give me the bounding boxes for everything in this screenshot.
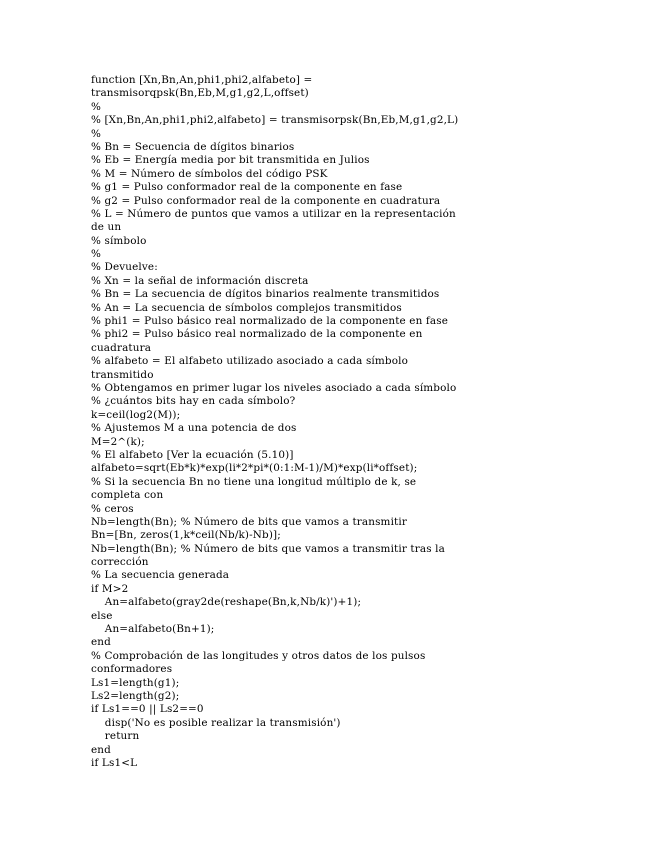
code-line: M=2^(k); bbox=[91, 435, 145, 448]
code-line: transmitido bbox=[91, 368, 154, 381]
code-line: Nb=length(Bn); % Número de bits que vamos a transmitir bbox=[91, 515, 407, 528]
code-line: % Comprobación de las longitudes y otros datos de los pulsos bbox=[91, 649, 426, 662]
code-line: return bbox=[91, 730, 140, 743]
code-line: % An = La secuencia de símbolos complejos transmitidos bbox=[91, 301, 402, 314]
code-listing bbox=[91, 74, 571, 770]
code-line: % ceros bbox=[91, 502, 134, 515]
code-line: if M>2 bbox=[91, 582, 129, 595]
code-line: % ¿cuántos bits hay en cada símbolo? bbox=[91, 395, 296, 408]
code-line: Nb=length(Bn); % Número de bits que vamos a transmitir tras la bbox=[91, 542, 445, 555]
code-line: % g1 = Pulso conformador real de la componente en fase bbox=[91, 181, 403, 194]
code-line: % Xn = la señal de información discreta bbox=[91, 274, 309, 287]
code-line: % bbox=[91, 100, 102, 113]
code-line: % phi1 = Pulso básico real normalizado de la componente en fase bbox=[91, 315, 449, 328]
code-line: k=ceil(log2(M)); bbox=[91, 408, 181, 421]
code-line: disp('No es posible realizar la transmisión') bbox=[91, 716, 341, 729]
code-line: % bbox=[91, 127, 102, 140]
code-line: Ls1=length(g1); bbox=[91, 676, 180, 689]
code-line: % bbox=[91, 248, 102, 261]
code-line: Bn=[Bn, zeros(1,k*ceil(Nb/k)-Nb)]; bbox=[91, 529, 281, 542]
code-line: % alfabeto = El alfabeto utilizado asociado a cada símbolo bbox=[91, 355, 408, 368]
code-line: de un bbox=[91, 221, 122, 234]
code-line: % Si la secuencia Bn no tiene una longitud múltiplo de k, se bbox=[91, 475, 417, 488]
code-line: % Eb = Energía media por bit transmitida en Julios bbox=[91, 154, 370, 167]
code-line: % L = Número de puntos que vamos a utilizar en la representación bbox=[91, 207, 456, 220]
code-line: % Devuelve: bbox=[91, 261, 158, 274]
code-line: else bbox=[91, 609, 113, 622]
code-line: % Bn = Secuencia de dígitos binarios bbox=[91, 140, 295, 153]
code-line: alfabeto=sqrt(Eb*k)*exp(li*2*pi*(0:1:M-1)/M)*exp(li*offset); bbox=[91, 462, 418, 475]
code-line: cuadratura bbox=[91, 341, 152, 354]
code-line: if Ls1==0 || Ls2==0 bbox=[91, 703, 204, 716]
code-line: % g2 = Pulso conformador real de la componente en cuadratura bbox=[91, 194, 441, 207]
code-line: % El alfabeto [Ver la ecuación (5.10)] bbox=[91, 448, 294, 461]
code-line: % [Xn,Bn,An,phi1,phi2,alfabeto] = transmisorpsk(Bn,Eb,M,g1,g2,L) bbox=[91, 114, 459, 127]
code-line: % Ajustemos M a una potencia de dos bbox=[91, 422, 297, 435]
code-line: end bbox=[91, 636, 111, 649]
code-line: % símbolo bbox=[91, 234, 147, 247]
code-line: An=alfabeto(Bn+1); bbox=[91, 623, 215, 636]
code-line: end bbox=[91, 743, 111, 756]
code-line: transmisorqpsk(Bn,Eb,M,g1,g2,L,offset) bbox=[91, 87, 309, 100]
code-line: completa con bbox=[91, 489, 164, 502]
code-line: if Ls1<L bbox=[91, 756, 138, 769]
code-line: % Obtengamos en primer lugar los niveles asociado a cada símbolo bbox=[91, 381, 457, 394]
code-line: conformadores bbox=[91, 663, 173, 676]
code-line: % M = Número de símbolos del código PSK bbox=[91, 167, 328, 180]
code-line: An=alfabeto(gray2de(reshape(Bn,k,Nb/k)')+1); bbox=[91, 596, 362, 609]
code-line: corrección bbox=[91, 556, 149, 569]
code-line: % La secuencia generada bbox=[91, 569, 230, 582]
code-line: % Bn = La secuencia de dígitos binarios realmente transmitidos bbox=[91, 288, 440, 301]
code-line: function [Xn,Bn,An,phi1,phi2,alfabeto] = bbox=[91, 74, 313, 86]
code-line: % phi2 = Pulso básico real normalizado de la componente en bbox=[91, 328, 423, 341]
code-line: Ls2=length(g2); bbox=[91, 689, 180, 702]
